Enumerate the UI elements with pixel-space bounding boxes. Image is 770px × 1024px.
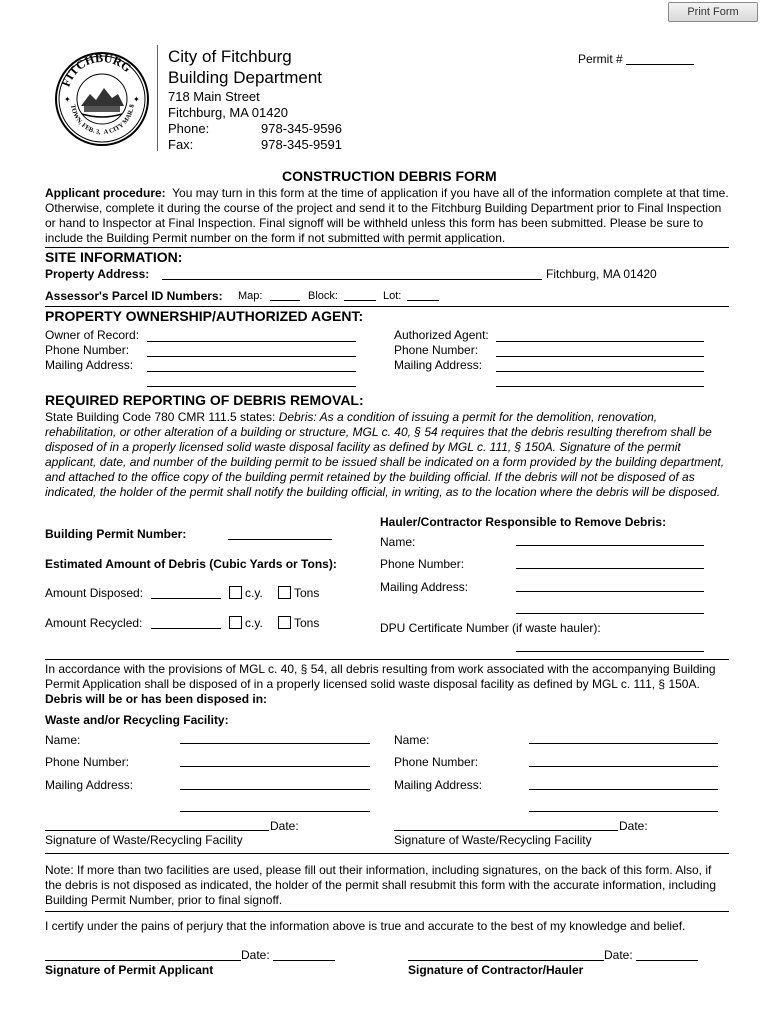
lot-label: Lot: (383, 290, 402, 302)
hauler-phone-label: Phone Number: (380, 557, 465, 571)
hauler-mailing-field[interactable] (516, 591, 704, 592)
owner-mailing-field-2[interactable] (147, 386, 356, 387)
permit-number-label: Building Permit Number: (45, 527, 187, 541)
facility-signature-label: Signature of Waste/Recycling Facility (45, 833, 243, 847)
contractor-signature-label: Signature of Contractor/Hauler (408, 963, 584, 977)
contractor-date-field[interactable] (636, 960, 698, 961)
facility-mailing-field-2[interactable] (180, 811, 370, 812)
amount-recycled-field[interactable] (151, 628, 221, 629)
recycled-cy-checkbox[interactable] (229, 616, 242, 629)
hauler-name-field[interactable] (516, 545, 704, 546)
amount-disposed-label: Amount Disposed: (45, 586, 144, 600)
amount-recycled-label: Amount Recycled: (45, 616, 143, 630)
agent-phone-field[interactable] (496, 356, 704, 357)
map-field[interactable] (270, 300, 300, 301)
street-address: 718 Main Street (168, 89, 260, 104)
hauler-name-label: Name: (380, 535, 416, 549)
divider (45, 306, 729, 307)
permit-number-field[interactable] (626, 64, 694, 65)
divider (45, 247, 729, 248)
facility2-mailing-label: Mailing Address: (394, 778, 483, 792)
form-title: CONSTRUCTION DEBRIS FORM (282, 168, 497, 184)
divider (45, 853, 729, 854)
mgl-bold: Debris will be or has been disposed in: (45, 692, 268, 706)
block-field[interactable] (344, 300, 376, 301)
facility-name-field[interactable] (180, 743, 370, 744)
building-code-text (45, 410, 729, 500)
applicant-procedure-label: Applicant procedure: (45, 186, 166, 200)
owner-field[interactable] (147, 341, 356, 342)
hauler-phone-field[interactable] (516, 568, 704, 569)
ownership-heading: PROPERTY OWNERSHIP/AUTHORIZED AGENT: (45, 308, 364, 324)
header-divider (157, 45, 158, 151)
code-quote: Debris: As a condition of issuing a permit for the demolition, renovation, rehabilitation, or other alteration of a building or structure, MGL c. 40, § 54 requires that the debris resulting therefrom shall be disposed of in a properly licensed solid waste disposal facility as defined by MGL c. 111, § 150A. Signature of the permit applicant, date, and number of the building permit to be issued shall be indicated on a form provided by the building department, and attached to the office copy of the building permit retained by the building official. If the debris will not be disposed of as indicated, the holder of the permit shall notify the building official, in writing, as to the location where the debris will be disposed. (45, 410, 725, 499)
applicant-signature-field[interactable] (45, 960, 241, 961)
facility2-name-label: Name: (394, 733, 430, 747)
applicant-signature-label: Signature of Permit Applicant (45, 963, 214, 977)
agent-phone-label: Phone Number: (394, 343, 479, 357)
facility2-phone-field[interactable] (529, 766, 718, 767)
lot-field[interactable] (407, 300, 439, 301)
agent-mailing-field-2[interactable] (496, 386, 704, 387)
dpu-label: DPU Certificate Number (if waste hauler): (380, 621, 601, 635)
property-city-suffix: Fitchburg, MA 01420 (546, 267, 657, 281)
facility2-phone-label: Phone Number: (394, 755, 479, 769)
owner-phone-field[interactable] (147, 356, 356, 357)
recycled-tons-label: Tons (294, 616, 320, 630)
dpu-field[interactable] (516, 651, 704, 652)
owner-mailing-field[interactable] (147, 371, 356, 372)
block-label: Block: (308, 290, 338, 302)
facility2-signature-field[interactable] (394, 830, 618, 831)
property-address-label: Property Address: (45, 267, 150, 281)
amount-disposed-field[interactable] (151, 598, 221, 599)
hauler-heading: Hauler/Contractor Responsible to Remove Debris: (380, 515, 667, 529)
facility-mailing-label: Mailing Address: (45, 778, 134, 792)
svg-text:TOWN, FEB. 3, 1764. (54, 44, 101, 136)
agent-label: Authorized Agent: (394, 328, 489, 342)
department-name: Building Department (168, 68, 323, 87)
facility-heading: Waste and/or Recycling Facility: (45, 713, 229, 727)
property-address-field[interactable] (162, 279, 542, 280)
mgl-text: In accordance with the provisions of MGL c. 40, § 54, all debris resulting from work associated with the accompanying Building Permit Application shall be disposed of in a properly licensed solid waste disposal facility as defined by MGL c. 111, § 150A. (45, 662, 716, 691)
divider (45, 659, 729, 660)
city-address: Fitchburg, MA 01420 (168, 105, 288, 120)
seal-top-text: FITCHBURG (58, 50, 135, 89)
applicant-procedure-text: You may turn in this form at the time of application if you have all of the information complete at that time. Otherwise, complete it during the course of the project and send it to the Fitchburg Building Department prior to Final Inspection or hand to Inspector at Final Inspection. Final signoff will be withheld unless this form has been submitted. Please be sure to include the Building Permit number on the form if not submitted with permit application. (45, 186, 729, 245)
fax-value: 978-345-9591 (261, 137, 342, 152)
recycled-cy-label: c.y. (245, 616, 263, 630)
svg-text:FITCHBURG (59, 51, 135, 89)
disposed-tons-checkbox[interactable] (278, 586, 291, 599)
map-label: Map: (238, 290, 263, 302)
fax-label: Fax: (168, 137, 194, 152)
facility-phone-field[interactable] (180, 766, 370, 767)
facility2-name-field[interactable] (529, 743, 718, 744)
applicant-date-field[interactable] (273, 960, 335, 961)
city-name: City of Fitchburg (168, 47, 292, 66)
print-form-button[interactable]: Print Form (668, 2, 758, 22)
phone-label: Phone: (168, 121, 210, 136)
phone-value: 978-345-9596 (261, 121, 342, 136)
certify-statement: I certify under the pains of perjury that the information above is true and accurate to the best of my knowledge and belief. (45, 919, 686, 933)
contractor-date-label: Date: (604, 948, 633, 962)
svg-text:✦: ✦ (64, 95, 71, 104)
facility2-mailing-field[interactable] (529, 789, 718, 790)
facility2-date-label: Date: (619, 819, 648, 833)
permit-label: Permit # (578, 52, 623, 66)
owner-phone-label: Phone Number: (45, 343, 130, 357)
parcel-id-label: Assessor's Parcel ID Numbers: (45, 289, 223, 303)
svg-text:✦: ✦ (133, 95, 140, 104)
facility2-mailing-field-2[interactable] (529, 811, 718, 812)
seal-left-text: TOWN, FEB. 3, (69, 104, 101, 136)
debris-heading: REQUIRED REPORTING OF DEBRIS REMOVAL: (45, 392, 364, 408)
agent-mailing-label: Mailing Address: (394, 358, 483, 372)
agent-field[interactable] (496, 341, 704, 342)
recycled-tons-checkbox[interactable] (278, 616, 291, 629)
owner-label: Owner of Record: (45, 328, 140, 342)
hauler-mailing-label: Mailing Address: (380, 580, 469, 594)
facility-name-label: Name: (45, 733, 81, 747)
facility2-signature-label: Signature of Waste/Recycling Facility (394, 833, 592, 847)
note-paragraph: Note: If more than two facilities are used, please fill out their information, including signatures, on the back of this form. Also, if the debris is not disposed as indicated, the holder of the permit shall resubmit this form with the accurate information, including Building Permit Number, prior to final signoff. (45, 863, 717, 907)
contractor-signature-field[interactable] (408, 960, 604, 961)
city-seal-logo (54, 44, 150, 154)
site-info-heading: SITE INFORMATION: (45, 249, 183, 265)
estimated-amount-label: Estimated Amount of Debris (Cubic Yards or Tons): (45, 557, 337, 571)
applicant-date-label: Date: (241, 948, 270, 962)
mgl-paragraph (45, 662, 725, 707)
code-intro: State Building Code 780 CMR 111.5 states: (45, 410, 276, 424)
facility-phone-label: Phone Number: (45, 755, 130, 769)
facility-mailing-field[interactable] (180, 789, 370, 790)
hauler-mailing-field-2[interactable] (516, 613, 704, 614)
facility-date-label: Date: (270, 819, 299, 833)
owner-mailing-label: Mailing Address: (45, 358, 134, 372)
agent-mailing-field[interactable] (496, 371, 704, 372)
seal-right-text: A CITY MAR. 8 (103, 103, 136, 137)
facility-signature-field[interactable] (45, 830, 269, 831)
disposed-tons-label: Tons (294, 586, 320, 600)
disposed-cy-label: c.y. (245, 586, 263, 600)
divider (45, 911, 729, 912)
permit-number-input[interactable] (228, 539, 332, 540)
disposed-cy-checkbox[interactable] (229, 586, 242, 599)
applicant-procedure (45, 186, 729, 246)
